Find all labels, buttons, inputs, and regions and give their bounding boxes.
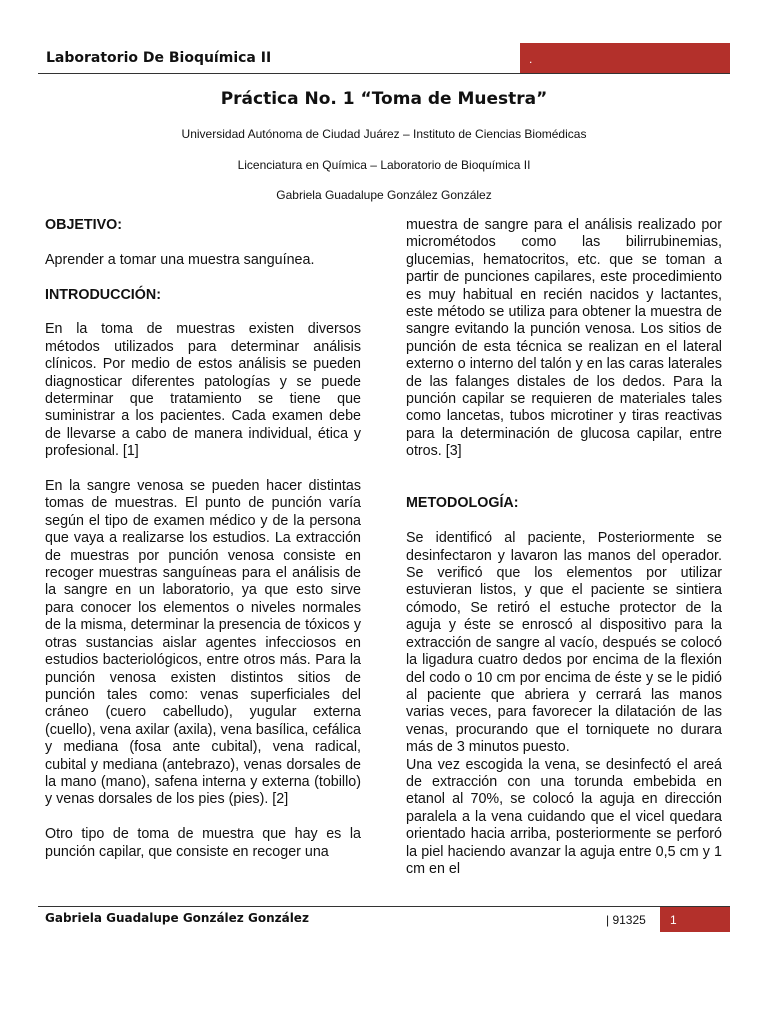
intro-paragraph-1: En la toma de muestras existen diversos métodos utilizados para determinar análisis clínicos. Por medio de estos análisis se pueden diagnosticar diferentes patologías y se puede determinar que tratamiento se tiene que suministrar a los pacientes. Cada examen debe de llevarse a cabo de manera individual, ética y profesional. [1] bbox=[45, 321, 361, 460]
intro-heading: INTRODUCCIÓN: bbox=[45, 286, 161, 303]
header-box-text: . bbox=[529, 52, 533, 66]
page-number-box bbox=[660, 907, 730, 932]
metodologia-heading: METODOLOGÍA: bbox=[406, 495, 519, 512]
metodologia-paragraph-1: Se identificó al paciente, Posteriormente se desinfectaron y lavaron las manos del operador. Se verificó que los elementos por utilizar estuvieran listos, y que el paciente se sintiera cómodo, Se retiró el estuche protector de la aguja y éste se enroscó al dispositivo para la extracción de sangre al vacío, después se colocó la ligadura cuatro dedos por encima de la flexión del codo o 10 cm por encima de éste y se le pidió al paciente que abriera y cerrará las manos varias veces, para favorecer la dilatación de las venas, procurando que el torniquete no durara más de 3 minutos puesto. bbox=[406, 530, 722, 756]
author-line: Gabriela Guadalupe González González bbox=[276, 188, 492, 202]
page-number: 1 bbox=[670, 913, 677, 927]
right-column bbox=[406, 217, 722, 878]
objetivo-text: Aprender a tomar una muestra sanguínea. bbox=[45, 251, 315, 268]
document-title: Práctica No. 1 “Toma de Muestra” bbox=[220, 89, 548, 109]
metodologia-paragraph-2: Una vez escogida la vena, se desinfectó el areá de extracción con una torunda embebida en etanol al 70%, se colocó la aguja en dirección paralela a la vena cuidando que el vicel quedara orientado hacia arriba, posteriormente se perforó la piel haciendo avanzar la aguja entre 0,5 cm y 1 cm en el bbox=[406, 756, 722, 877]
objetivo-heading: OBJETIVO: bbox=[45, 217, 123, 233]
footer-student-id: | 91325 bbox=[606, 913, 646, 927]
header-accent-box bbox=[520, 43, 730, 73]
intro-paragraph-3-continued: muestra de sangre para el análisis realizado por micrométodos como las bilirrubinemias, glucemias, hematocritos, etc. que se toman a partir de punciones capilares, este procedimiento es muy habitual en recién nacidos y lactantes, este método se utiliza para obtener la muestra de sangre evitando la punción venosa. Los sitios de punción de esta técnica se realizan en el lateral externo o interno del talón y en las caras laterales de las falanges distales de los dedos. Para la punción capilar se requieren de materiales tales como lancetas, tubos microtiner y tiras reactivas para la determinación de glucosa capilar, entre otros. [3] bbox=[406, 217, 722, 460]
page-header bbox=[38, 43, 730, 74]
intro-paragraph-3: Otro tipo de toma de muestra que hay es la punción capilar, que consiste en recoger una bbox=[45, 826, 361, 860]
intro-paragraph-2: En la sangre venosa se pueden hacer distintas tomas de muestras. El punto de punción varía según el tipo de examen médico y de la persona que vaya a realizarse los estudios. La extracción de muestras por punción venosa consiste en recoger muestras sanguíneas para el análisis de la sangre en un laboratorio, ya que esto sirve para conocer los elementos o niveles normales de la misma, determinar la presencia de tóxicos y otras sustancias aislar agentes infecciosos en estudios bacteriológicos, entre otros más. Para la punción venosa existen distintos sitios de punción tales como: venas superficiales del cráneo (cuero cabelludo), yugular externa (cuello), vena axilar (axila), vena basílica, cefálica y mediana (fosa ante cubital), vena radical, cubital y mediana (antebrazo), venas dorsales de la mano (mano), safena interna y externa (tobillo) y venas dorsales de los pies (pies). [2] bbox=[45, 478, 361, 808]
left-column bbox=[45, 217, 361, 861]
program-line: Licenciatura en Química – Laboratorio de Bioquímica II bbox=[237, 158, 531, 172]
institution-line: Universidad Autónoma de Ciudad Juárez – Instituto de Ciencias Biomédicas bbox=[181, 127, 587, 141]
footer-author: Gabriela Guadalupe González González bbox=[45, 911, 309, 925]
header-title: Laboratorio De Bioquímica II bbox=[46, 50, 272, 66]
footer-divider bbox=[38, 906, 730, 907]
